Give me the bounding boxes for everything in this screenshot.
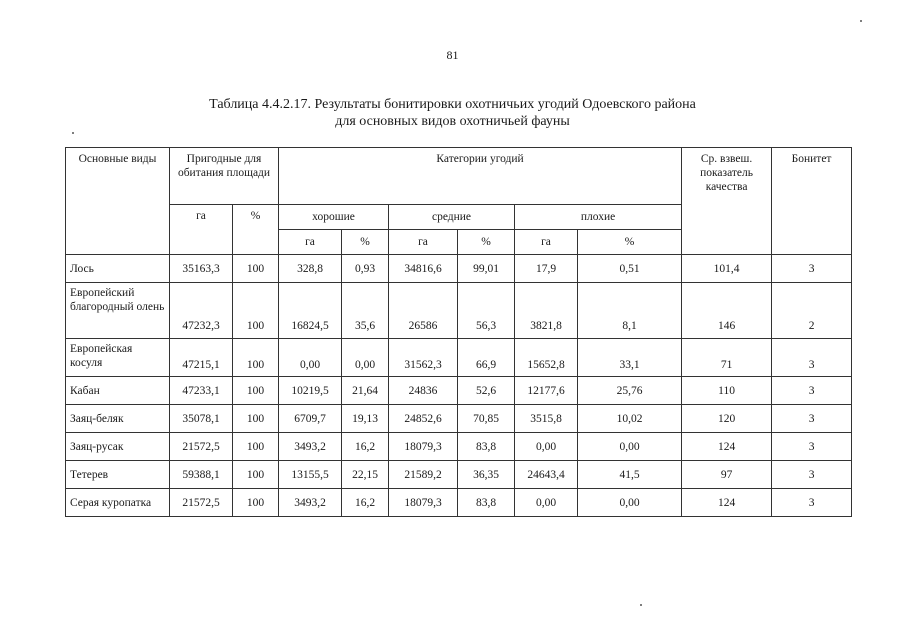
- avg-quality: 146: [682, 283, 772, 339]
- scan-speck: [860, 20, 862, 22]
- header-categories: Категории угодий: [279, 148, 682, 205]
- bonitet-value: 3: [772, 433, 852, 461]
- page-number: 81: [446, 48, 459, 62]
- header-bonitet: Бонитет: [772, 148, 852, 255]
- bonitet-value: 3: [772, 489, 852, 517]
- scan-speck: [72, 132, 74, 134]
- header-area-ha: га: [170, 205, 233, 255]
- good-ha: 3493,2: [279, 433, 342, 461]
- table-row: [66, 405, 852, 433]
- good-ha: 0,00: [279, 339, 342, 377]
- bonitet-table: [65, 147, 852, 517]
- header-good-ha: га: [279, 230, 342, 255]
- poor-ha: 17,9: [515, 255, 578, 283]
- area-pct: 100: [233, 461, 279, 489]
- header-avg-quality: Ср. взвеш. показатель качества: [682, 148, 772, 255]
- area-ha: 21572,5: [170, 489, 233, 517]
- poor-pct: 0,51: [578, 255, 682, 283]
- header-species: Основные виды: [66, 148, 170, 255]
- header-area-pct: %: [233, 205, 279, 255]
- medium-pct: 36,35: [458, 461, 515, 489]
- header-good-pct: %: [342, 230, 389, 255]
- medium-ha: 24836: [389, 377, 458, 405]
- table-row: [66, 461, 852, 489]
- table-row: [66, 339, 852, 377]
- poor-pct: 8,1: [578, 283, 682, 339]
- good-pct: 0,00: [342, 339, 389, 377]
- avg-quality: 101,4: [682, 255, 772, 283]
- avg-quality: 120: [682, 405, 772, 433]
- medium-ha: 31562,3: [389, 339, 458, 377]
- area-pct: 100: [233, 377, 279, 405]
- caption-line-1: Таблица 4.4.2.17. Результаты бонитировки охотничьих угодий Одоевского района: [209, 97, 696, 112]
- area-ha: 47233,1: [170, 377, 233, 405]
- poor-pct: 0,00: [578, 489, 682, 517]
- good-pct: 16,2: [342, 489, 389, 517]
- poor-pct: 10,02: [578, 405, 682, 433]
- table-row: [66, 489, 852, 517]
- area-pct: 100: [233, 489, 279, 517]
- good-ha: 13155,5: [279, 461, 342, 489]
- area-ha: 47232,3: [170, 283, 233, 339]
- good-pct: 0,93: [342, 255, 389, 283]
- area-ha: 35163,3: [170, 255, 233, 283]
- medium-pct: 66,9: [458, 339, 515, 377]
- good-pct: 19,13: [342, 405, 389, 433]
- good-ha: 10219,5: [279, 377, 342, 405]
- area-ha: 21572,5: [170, 433, 233, 461]
- table-row: [66, 433, 852, 461]
- header-medium-ha: га: [389, 230, 458, 255]
- species-name: Европейский благородный олень: [66, 283, 170, 339]
- poor-ha: 3821,8: [515, 283, 578, 339]
- poor-ha: 3515,8: [515, 405, 578, 433]
- poor-ha: 12177,6: [515, 377, 578, 405]
- good-ha: 16824,5: [279, 283, 342, 339]
- poor-pct: 25,76: [578, 377, 682, 405]
- good-pct: 35,6: [342, 283, 389, 339]
- table-caption: [0, 96, 905, 130]
- area-ha: 47215,1: [170, 339, 233, 377]
- table-row: [66, 283, 852, 339]
- species-name: Серая куропатка: [66, 489, 170, 517]
- poor-ha: 0,00: [515, 489, 578, 517]
- caption-line-2: для основных видов охотничьей фауны: [335, 114, 570, 129]
- header-suitable-area: Пригодные для обитания площади: [170, 148, 279, 205]
- medium-ha: 18079,3: [389, 489, 458, 517]
- medium-pct: 52,6: [458, 377, 515, 405]
- medium-pct: 99,01: [458, 255, 515, 283]
- medium-pct: 83,8: [458, 489, 515, 517]
- medium-ha: 34816,6: [389, 255, 458, 283]
- good-ha: 3493,2: [279, 489, 342, 517]
- avg-quality: 110: [682, 377, 772, 405]
- medium-ha: 26586: [389, 283, 458, 339]
- poor-ha: 0,00: [515, 433, 578, 461]
- area-ha: 35078,1: [170, 405, 233, 433]
- header-medium-pct: %: [458, 230, 515, 255]
- table-row: [66, 377, 852, 405]
- poor-pct: 41,5: [578, 461, 682, 489]
- species-name: Тетерев: [66, 461, 170, 489]
- bonitet-value: 3: [772, 339, 852, 377]
- scan-speck: [640, 604, 642, 606]
- poor-ha: 15652,8: [515, 339, 578, 377]
- area-pct: 100: [233, 433, 279, 461]
- medium-pct: 70,85: [458, 405, 515, 433]
- bonitet-value: 3: [772, 255, 852, 283]
- good-ha: 6709,7: [279, 405, 342, 433]
- species-name: Лось: [66, 255, 170, 283]
- avg-quality: 124: [682, 433, 772, 461]
- species-name: Заяц-беляк: [66, 405, 170, 433]
- area-pct: 100: [233, 405, 279, 433]
- medium-ha: 21589,2: [389, 461, 458, 489]
- area-pct: 100: [233, 339, 279, 377]
- medium-ha: 18079,3: [389, 433, 458, 461]
- poor-ha: 24643,4: [515, 461, 578, 489]
- species-name: Заяц-русак: [66, 433, 170, 461]
- species-name: Кабан: [66, 377, 170, 405]
- header-poor-ha: га: [515, 230, 578, 255]
- good-pct: 22,15: [342, 461, 389, 489]
- header-poor-pct: %: [578, 230, 682, 255]
- medium-pct: 56,3: [458, 283, 515, 339]
- species-name: Европейская косуля: [66, 339, 170, 377]
- area-ha: 59388,1: [170, 461, 233, 489]
- avg-quality: 71: [682, 339, 772, 377]
- medium-pct: 83,8: [458, 433, 515, 461]
- bonitet-value: 3: [772, 461, 852, 489]
- medium-ha: 24852,6: [389, 405, 458, 433]
- poor-pct: 33,1: [578, 339, 682, 377]
- area-pct: 100: [233, 283, 279, 339]
- table-row: [66, 255, 852, 283]
- good-pct: 16,2: [342, 433, 389, 461]
- bonitet-value: 3: [772, 377, 852, 405]
- poor-pct: 0,00: [578, 433, 682, 461]
- header-medium: средние: [389, 205, 515, 230]
- avg-quality: 124: [682, 489, 772, 517]
- header-good: хорошие: [279, 205, 389, 230]
- good-ha: 328,8: [279, 255, 342, 283]
- bonitet-value: 3: [772, 405, 852, 433]
- area-pct: 100: [233, 255, 279, 283]
- avg-quality: 97: [682, 461, 772, 489]
- good-pct: 21,64: [342, 377, 389, 405]
- bonitet-value: 2: [772, 283, 852, 339]
- header-poor: плохие: [515, 205, 682, 230]
